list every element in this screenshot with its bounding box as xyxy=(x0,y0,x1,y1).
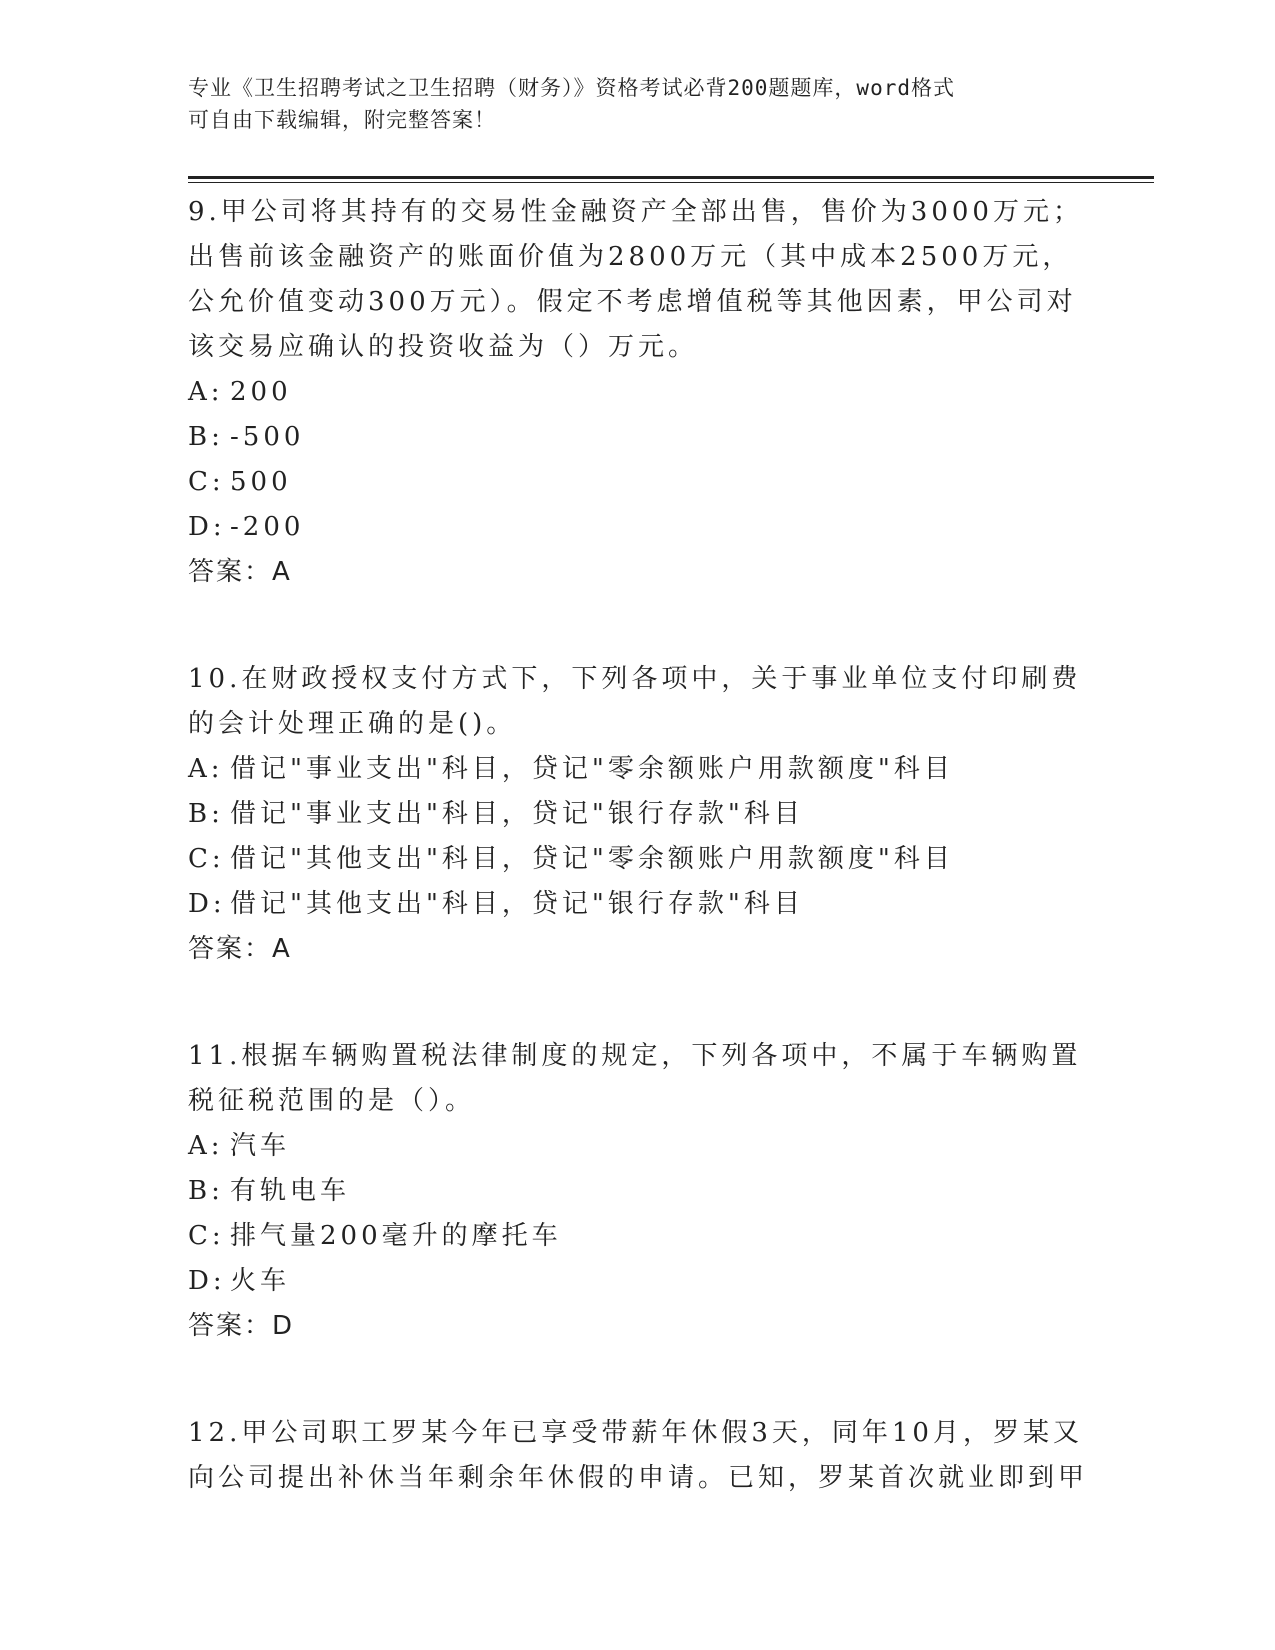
option-a xyxy=(188,747,1088,792)
option-letter: A: xyxy=(188,1131,224,1161)
option-letter: C: xyxy=(188,1221,225,1251)
answer-line: 答案：D xyxy=(188,1311,295,1341)
option-b xyxy=(188,1169,1088,1214)
question-text: 11.根据车辆购置税法律制度的规定，下列各项中，不属于车辆购置税征税范围的是（）。 xyxy=(188,1041,1082,1116)
option-text: 有轨电车 xyxy=(230,1176,351,1206)
question-text: 12.甲公司职工罗某今年已享受带薪年休假3天，同年10月，罗某又向公司提出补休当年剩余年休假的申请。已知，罗某首次就业即到甲 xyxy=(188,1418,1089,1493)
question-12 xyxy=(188,1411,1088,1501)
question-text: 9.甲公司将其持有的交易性金融资产全部出售，售价为3000万元；出售前该金融资产的账面价值为2800万元（其中成本2500万元，公允价值变动300万元）。假定不考虑增值税等其他因素，甲公司对该交易应确认的投资收益为（）万元。 xyxy=(188,197,1083,362)
question-9 xyxy=(188,190,1088,595)
question-list xyxy=(188,190,1088,1563)
option-text: 排气量200毫升的摩托车 xyxy=(230,1221,562,1251)
header-divider-thin xyxy=(188,182,1154,183)
option-text: 500 xyxy=(230,467,292,497)
option-a xyxy=(188,1124,1088,1169)
option-d xyxy=(188,882,1088,927)
option-text: -200 xyxy=(230,512,305,542)
option-letter: B: xyxy=(188,422,224,452)
option-text: 借记"事业支出"科目，贷记"银行存款"科目 xyxy=(230,799,804,829)
option-letter: C: xyxy=(188,467,225,497)
option-a xyxy=(188,370,1088,415)
option-text: -500 xyxy=(230,422,305,452)
option-letter: B: xyxy=(188,799,224,829)
option-letter: D: xyxy=(188,1266,226,1296)
question-11 xyxy=(188,1034,1088,1349)
header-line-2: 可自由下载编辑，附完整答案！ xyxy=(188,108,496,132)
header-line-1: 专业《卫生招聘考试之卫生招聘（财务）》资格考试必背200题题库，word格式 xyxy=(188,76,955,100)
option-text: 200 xyxy=(230,377,292,407)
option-text: 借记"事业支出"科目，贷记"零余额账户用款额度"科目 xyxy=(230,754,954,784)
answer-line: 答案：A xyxy=(188,934,292,964)
option-text: 借记"其他支出"科目，贷记"零余额账户用款额度"科目 xyxy=(230,844,954,874)
option-d xyxy=(188,505,1088,550)
option-letter: A: xyxy=(188,377,224,407)
option-b xyxy=(188,792,1088,837)
option-letter: D: xyxy=(188,512,226,542)
question-10 xyxy=(188,657,1088,972)
document-header xyxy=(188,72,1068,136)
option-c xyxy=(188,1214,1088,1259)
option-d xyxy=(188,1259,1088,1304)
option-text: 汽车 xyxy=(230,1131,291,1161)
option-letter: C: xyxy=(188,844,225,874)
option-letter: A: xyxy=(188,754,224,784)
option-text: 借记"其他支出"科目，贷记"银行存款"科目 xyxy=(230,889,804,919)
option-letter: D: xyxy=(188,889,226,919)
option-c xyxy=(188,837,1088,882)
option-b xyxy=(188,415,1088,460)
option-text: 火车 xyxy=(230,1266,291,1296)
question-text: 10.在财政授权支付方式下，下列各项中，关于事业单位支付印刷费的会计处理正确的是()。 xyxy=(188,664,1082,739)
answer-line: 答案：A xyxy=(188,557,292,587)
header-divider-thick xyxy=(188,176,1154,179)
option-c xyxy=(188,460,1088,505)
option-letter: B: xyxy=(188,1176,224,1206)
